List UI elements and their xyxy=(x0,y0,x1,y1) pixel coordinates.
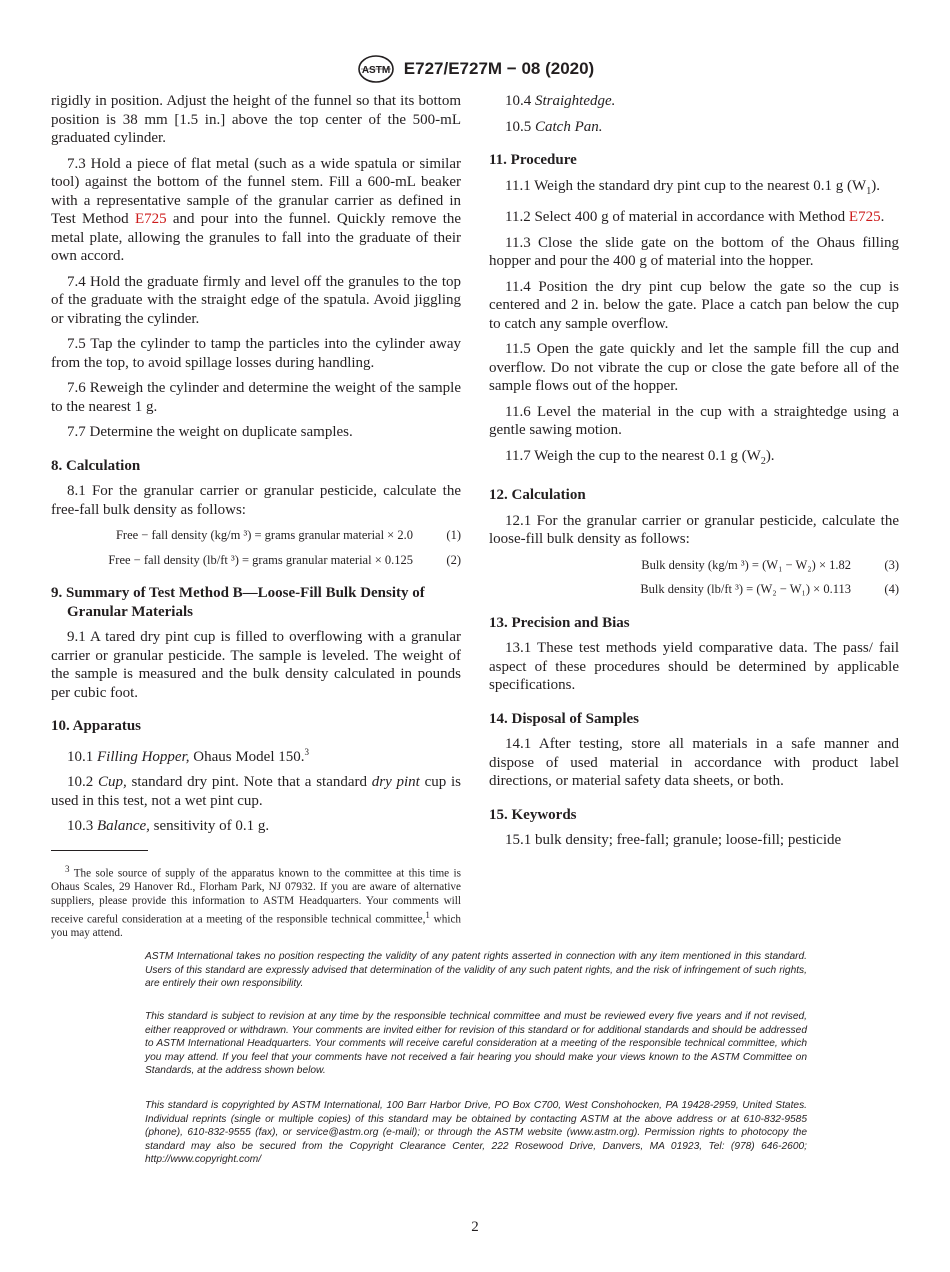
footnote-ref-3[interactable]: 3 xyxy=(304,746,309,757)
section-15-heading: 15. Keywords xyxy=(489,806,577,823)
equation-1: Free − fall density (kg/m ³) = grams granular material × 2.0 (1) xyxy=(115,528,461,542)
paragraph-7-6: 7.6 Reweigh the cylinder and determine the weight of the sample to the nearest 1 g. xyxy=(51,380,461,415)
paragraph-8-1: 8.1 For the granular carrier or granular pesticide, calculate the free-fall bulk density as follows: xyxy=(51,483,461,518)
item-10-3: 10.3 Balance, sensitivity of 0.1 g. xyxy=(67,818,270,834)
paragraph-11-3: 11.3 Close the slide gate on the bottom of the Ohaus filling hopper and pour the 400 g of material into the hopper. xyxy=(489,234,899,269)
paragraph-14-1: 14.1 After testing, store all materials in a safe manner and dispose of used material in accordance with product label directions, or material safety data sheets, or both. xyxy=(489,736,899,789)
section-11-heading: 11. Procedure xyxy=(489,152,577,168)
paragraph-11-4: 11.4 Position the dry pint cup below the gate so the cup is centered and 2 in. below the gate. Place a catch pan below the cup to catch any sample overflow. xyxy=(489,278,899,332)
item-10-1: 10.1 Filling Hopper, Ohaus Model 150.$^3$ xyxy=(67,746,309,765)
right-column xyxy=(489,92,899,857)
document-designation: E727/E727M − 08 (2020) xyxy=(403,59,595,78)
item-10-2: 10.2 Cup, standard dry pint. Note that a standard dry pint cup is used in this test, not a wet pint cup. xyxy=(51,774,462,809)
section-10-heading: 10. Apparatus xyxy=(51,718,142,734)
copyright-notice: This standard is copyrighted by ASTM International, 100 Barr Harbor Drive, PO Box C700, West Conshohocken, PA 19428-2959, United States. Individual reprints (single or multiple copies) of this standard may be obtained by contacting ASTM at the above address or at 610-832-9585 (phone), 610-832-9555 (fax), or service@astm.org (e-mail); or through the ASTM website (www.astm.org). Permission rights to photocopy the standard may also be secured from the Copyright Clearance Center, 222 Rosewood Drive, Danvers, MA 01923, Tel: (978) 646-2600; http://www.copyright.com/ xyxy=(145,1100,807,1166)
paragraph-7-7: 7.7 Determine the weight on duplicate samples. xyxy=(67,424,353,440)
left-column xyxy=(51,92,461,952)
paragraph-15-1: 15.1 bulk density; free-fall; granule; loose-fill; pesticide xyxy=(505,832,842,848)
item-10-4: 10.4 Straightedge. xyxy=(505,93,616,109)
footnote-3: $^3$ The sole source of supply of the apparatus known to the committee at this time is Ohaus Scales, 29 Hanover Rd., Florham Park, NJ 07932. If you are aware of alternative suppliers, please provide this information to ASTM Headquarters. Your comments will receive careful consideration at a meeting of the responsible technical committee,$^1$ which you may attend. xyxy=(51,863,461,940)
page-number: 2 xyxy=(471,1219,479,1235)
paragraph-7-4: 7.4 Hold the graduate firmly and level off the granules to the top of the graduate with the straight edge of the spatula. Avoid jiggling or vibrating the cylinder. xyxy=(51,273,461,327)
paragraph-11-7: 11.7 Weigh the cup to the nearest 0.1 g $(W_2)$. xyxy=(505,447,775,467)
revision-notice: This standard is subject to revision at any time by the responsible technical committee and must be reviewed every five years and if not revised, either reapproved or withdrawn. Your comments are invited either for revision of this standard or for additional standards and should be addressed to ASTM International Headquarters. Your comments will receive careful consideration at a meeting of the responsible technical committee, which you may attend. If you feel that your comments have not received a fair hearing you should make your views known to the ASTM Committee on Standards, at the address shown below. xyxy=(145,1011,807,1077)
section-8-heading: 8. Calculation xyxy=(51,457,141,474)
paragraph-7-5: 7.5 Tap the cylinder to tamp the particles into the cylinder away from the top, to avoid spillage losses during handling. xyxy=(51,336,461,371)
section-12-heading: 12. Calculation xyxy=(489,487,586,503)
e725-link[interactable]: E725 xyxy=(134,211,167,227)
section-13-heading: 13. Precision and Bias xyxy=(489,614,630,631)
paragraph-11-5: 11.5 Open the gate quickly and let the sample fill the cup and overflow. Do not vibrate the cup or close the gate before all of the sample flows out of the hopper. xyxy=(489,341,899,394)
paragraph-11-6: 11.6 Level the material in the cup with a straightedge using a gentle sawing motion. xyxy=(489,403,899,438)
paragraph-11-2: 11.2 Select 400 g of material in accordance with Method E725. xyxy=(505,209,885,225)
svg-text:ASTM: ASTM xyxy=(361,65,390,76)
e725-link[interactable]: E725 xyxy=(848,209,881,225)
paragraph-9-1: 9.1 A tared dry pint cup is filled to overflowing with a granular carrier or granular pesticide. The sample is leveled. The weight of the sample is measured and the bulk density calculated in pounds per cubic foot. xyxy=(51,629,461,701)
section-14-heading: 14. Disposal of Samples xyxy=(489,710,640,727)
page-header xyxy=(0,54,950,84)
item-10-5: 10.5 Catch Pan. xyxy=(505,118,603,135)
paragraph-13-1: 13.1 These test methods yield comparative data. The pass/ fail aspect of these procedures should be determined by applicable specifications. xyxy=(489,640,899,693)
paragraph-12-1: 12.1 For the granular carrier or granular pesticide, calculate the loose-fill bulk density as follows: xyxy=(489,512,899,547)
paragraph-7-2-continued: rigidly in position. Adjust the height of the funnel so that its bottom position is 38 mm [1.5 in.] above the top center of the 500-mL graduated cylinder. xyxy=(51,93,461,146)
equation-2: Free − fall density (lb/ft ³) = grams granular material × 0.125 (2) xyxy=(108,552,461,567)
patent-notice: ASTM International takes no position respecting the validity of any patent rights asserted in connection with any item mentioned in this standard. Users of this standard are expressly advised that determination of the validity of any such patent rights, and the risk of infringement of such rights, are entirely their own responsibility. xyxy=(145,951,807,990)
footnote-divider xyxy=(51,850,148,851)
paragraph-7-3: 7.3 Hold a piece of flat metal (such as a wide spatula or similar tool) against the bottom of the funnel stem. Fill a 600-mL beaker with a representative sample of the granular carrier as defined in Test Method E725 and pour into the funnel. Quickly remove the metal plate, allowing the granules to fall into the graduate of their own accord. xyxy=(51,155,462,264)
equation-3: Bulk density (kg/m ³) = (W₁ − W₂) × 1.82 (3) xyxy=(641,557,899,572)
astm-logo-icon xyxy=(356,54,396,84)
paragraph-11-1: 11.1 Weigh the standard dry pint cup to the nearest 0.1 g $(W_1)$. xyxy=(505,177,880,197)
section-9-heading: 9. Summary of Test Method B—Loose-Fill Bulk Density of Granular Materials xyxy=(51,585,425,620)
equation-4: Bulk density (lb/ft ³) = (W₂ − W₁) × 0.113 (4) xyxy=(640,582,899,596)
